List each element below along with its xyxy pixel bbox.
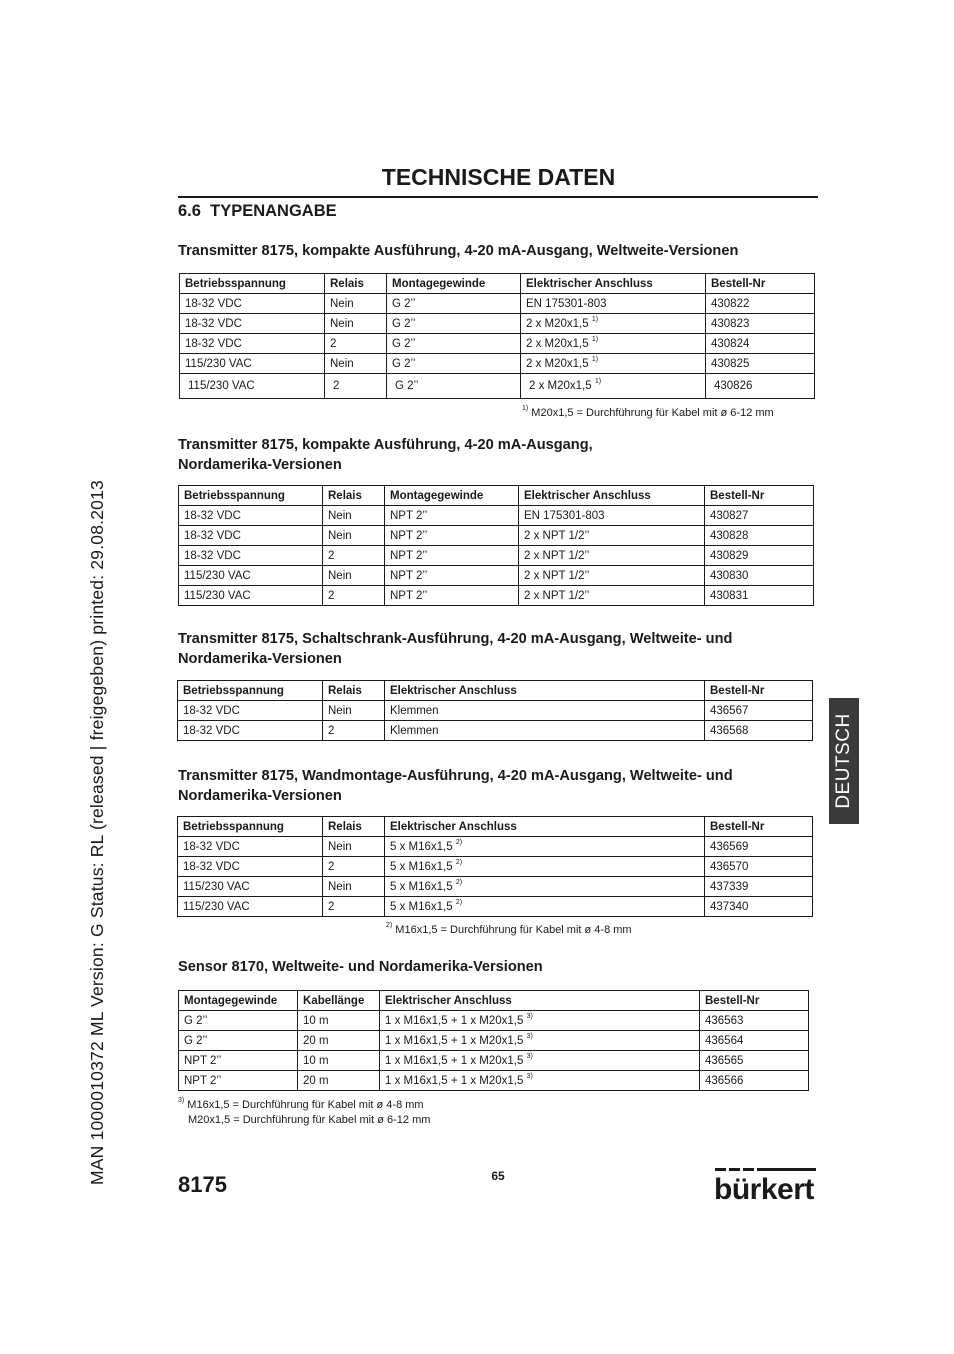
cell-voltage: 18-32 VDC [178,701,323,721]
title-rule [178,196,818,198]
footnote-ref: 2) [455,878,463,886]
cell-voltage: 18-32 VDC [179,526,323,546]
table-3-heading [178,630,732,669]
cell-thread: NPT 2’’ [179,1051,298,1071]
cell-thread: NPT 2’’ [385,546,519,566]
table-row [180,334,815,354]
footnote-mark: 1) [522,405,529,413]
cell-voltage: 115/230 VAC [178,877,323,897]
footnote-text: M16x1,5 = Durchführung für Kabel mit ø 4-8 mm [187,1099,424,1111]
cell-relay: Nein [323,526,385,546]
cell-order-number: 430831 [705,586,814,606]
cell-connection: 2 x NPT 1/2’’ [519,526,705,546]
table-header-row [179,991,809,1011]
table-row [179,526,814,546]
cell-connection: Klemmen [385,721,705,741]
footnote-ref: 3) [526,1012,533,1020]
footnote-text: M16x1,5 = Durchführung für Kabel mit ø 4-8 mm [395,924,632,936]
connection-text: 1 x M16x1,5 + 1 x M20x1,5 [385,1074,524,1087]
cell-relay: 2 [323,721,385,741]
heading-line: Nordamerika-Versionen [178,456,342,473]
column-header: Bestell-Nr [705,817,813,837]
column-header: Bestell-Nr [700,991,809,1011]
footnote-mark: 2) [386,922,393,930]
column-header: Elektrischer Anschluss [521,274,706,294]
cell-relay: 2 [323,586,385,606]
column-header: Bestell-Nr [705,681,813,701]
column-header: Betriebsspannung [180,274,325,294]
cell-order-number: 430825 [706,354,815,374]
cell-connection [380,1051,700,1071]
cell-relay: 2 [325,374,387,399]
column-header: Elektrischer Anschluss [385,817,705,837]
heading-line: Nordamerika-Versionen [178,787,342,804]
connection-text: 5 x M16x1,5 [390,860,453,873]
footnote-ref: 1) [594,378,602,386]
footnote-line [178,1098,430,1113]
table-row [180,354,815,374]
table-row [179,506,814,526]
document-stamp: MAN 1000010372 ML Version: G Status: RL (released | freigegeben) printed: 29.08.2013 [87,480,107,1185]
cell-thread: NPT 2’’ [385,526,519,546]
cell-relay: 2 [323,897,385,917]
cell-thread: G 2’’ [387,294,521,314]
table-row [179,566,814,586]
column-header: Elektrischer Anschluss [519,486,705,506]
footnote-2 [386,923,632,938]
column-header: Relais [323,486,385,506]
cell-relay: Nein [323,877,385,897]
cell-order-number: 436569 [705,837,813,857]
cell-thread: NPT 2’’ [385,566,519,586]
table-row [180,294,815,314]
cell-order-number: 437339 [705,877,813,897]
column-header: Betriebsspannung [178,681,323,701]
cell-relay: Nein [325,294,387,314]
table-row [179,586,814,606]
footnote-line: M20x1,5 = Durchführung für Kabel mit ø 6-12 mm [188,1114,431,1126]
cell-connection [521,354,706,374]
cell-thread: G 2’’ [179,1031,298,1051]
cell-relay: Nein [323,837,385,857]
cell-relay: 2 [325,334,387,354]
heading-line: Transmitter 8175, Schaltschrank-Ausführung, 4-20 mA-Ausgang, Weltweite- und [178,631,733,647]
cell-order-number: 430827 [705,506,814,526]
column-header: Bestell-Nr [706,274,815,294]
cell-thread: G 2’’ [387,314,521,334]
table-2-heading [178,436,593,475]
cell-voltage: 18-32 VDC [180,294,325,314]
table-2 [178,485,814,606]
column-header: Montagegewinde [179,991,298,1011]
table-row [179,546,814,566]
cell-thread: NPT 2’’ [385,506,519,526]
table-header-row [179,486,814,506]
cell-relay: 2 [323,546,385,566]
footnote-1 [522,406,774,421]
cell-voltage: 18-32 VDC [178,857,323,877]
language-tab [829,698,859,824]
cell-thread: G 2’’ [387,354,521,374]
connection-text: 2 x M20x1,5 [529,380,592,392]
column-header: Relais [325,274,387,294]
product-number: 8175 [178,1172,227,1197]
logo-mark [712,1166,820,1202]
cell-thread: G 2’’ [179,1011,298,1031]
cell-order-number: 436566 [700,1071,809,1091]
cell-relay: Nein [325,354,387,374]
cell-order-number: 436568 [705,721,813,741]
column-header: Elektrischer Anschluss [385,681,705,701]
footnote-3 [178,1098,430,1128]
table-header-row [178,817,813,837]
cell-connection [521,294,706,314]
table-1-heading: Transmitter 8175, kompakte Ausführung, 4-20 mA-Ausgang, Weltweite-Versionen [178,243,739,259]
heading-line: Transmitter 8175, Wandmontage-Ausführung, 4-20 mA-Ausgang, Weltweite- und [178,768,733,784]
section-heading [178,202,337,221]
cell-connection: 2 x NPT 1/2’’ [519,586,705,606]
connection-text: 5 x M16x1,5 [390,840,453,853]
table-row [179,1031,809,1051]
table-row [179,1011,809,1031]
connection-text: 1 x M16x1,5 + 1 x M20x1,5 [385,1014,524,1027]
page-title: TECHNISCHE DATEN [381,164,616,190]
cell-voltage: 18-32 VDC [178,837,323,857]
cell-order-number: 436563 [700,1011,809,1031]
cell-voltage: 115/230 VAC [179,566,323,586]
cell-cable-length: 10 m [298,1051,380,1071]
table-row [180,314,815,334]
heading-line: Nordamerika-Versionen [178,650,342,667]
column-header: Betriebsspannung [178,817,323,837]
burkert-logo [712,1166,820,1202]
logo-text: bürkert [714,1173,814,1202]
cell-relay: Nein [323,701,385,721]
column-header: Relais [323,817,385,837]
footnote-ref: 3) [526,1032,533,1040]
connection-text: 2 x M20x1,5 [526,317,589,330]
cell-order-number: 430822 [706,294,815,314]
cell-cable-length: 10 m [298,1011,380,1031]
cell-connection [521,334,706,354]
cell-thread: G 2’’ [387,334,521,354]
cell-order-number: 430824 [706,334,815,354]
column-header: Betriebsspannung [179,486,323,506]
cell-order-number: 430829 [705,546,814,566]
section-number: 6.6 [178,202,201,220]
cell-thread: NPT 2’’ [385,586,519,606]
cell-voltage: 18-32 VDC [180,334,325,354]
cell-connection [385,877,705,897]
footnote-mark: 3) [178,1097,185,1105]
table-5 [178,990,809,1091]
table-4-heading [178,767,733,806]
cell-relay: Nein [323,506,385,526]
table-4 [177,816,813,917]
connection-text: 2 x M20x1,5 [526,337,589,350]
cell-connection [380,1011,700,1031]
cell-connection [380,1031,700,1051]
cell-connection: Klemmen [385,701,705,721]
table-header-row [178,681,813,701]
connection-text: 5 x M16x1,5 [390,900,453,913]
cell-connection: 2 x NPT 1/2’’ [519,546,705,566]
table-3 [177,680,813,741]
cell-order-number: 430828 [705,526,814,546]
cell-connection [521,374,706,399]
footnote-ref: 2) [455,858,463,866]
footnote-ref: 2) [455,898,463,906]
cell-connection [385,857,705,877]
table-row [179,1051,809,1071]
table-header-row [180,274,815,294]
cell-voltage: 115/230 VAC [180,374,325,399]
cell-connection [385,837,705,857]
table-row [179,1071,809,1091]
table-row [178,701,813,721]
cell-connection [380,1071,700,1091]
cell-order-number: 437340 [705,897,813,917]
cell-voltage: 115/230 VAC [179,586,323,606]
column-header: Bestell-Nr [705,486,814,506]
table-row [178,837,813,857]
cell-relay: Nein [323,566,385,586]
cell-voltage: 18-32 VDC [178,721,323,741]
cell-relay: Nein [325,314,387,334]
cell-cable-length: 20 m [298,1031,380,1051]
cell-voltage: 18-32 VDC [180,314,325,334]
footnote-ref: 1) [591,355,599,363]
table-row [178,721,813,741]
cell-order-number: 430830 [705,566,814,586]
cell-connection: 2 x NPT 1/2’’ [519,566,705,586]
column-header: Kabellänge [298,991,380,1011]
cell-order-number: 430826 [706,374,815,399]
footnote-ref: 1) [591,335,599,343]
connection-text: 5 x M16x1,5 [390,880,453,893]
cell-connection: EN 175301-803 [519,506,705,526]
section-title: TYPENANGABE [210,202,337,220]
table-1 [179,273,815,399]
column-header: Montagegewinde [387,274,521,294]
heading-line: Transmitter 8175, kompakte Ausführung, 4-20 mA-Ausgang, [178,437,593,453]
table-row [180,374,815,399]
cell-cable-length: 20 m [298,1071,380,1091]
table-5-heading: Sensor 8170, Weltweite- und Nordamerika-Versionen [178,959,543,975]
footnote-ref: 3) [526,1052,533,1060]
cell-connection [521,314,706,334]
cell-voltage: 18-32 VDC [179,546,323,566]
footnote-ref: 3) [526,1072,533,1080]
page-number: 65 [491,1169,505,1183]
cell-order-number: 436564 [700,1031,809,1051]
table-row [178,877,813,897]
connection-text: 2 x M20x1,5 [526,357,589,370]
cell-order-number: 436565 [700,1051,809,1071]
table-row [178,857,813,877]
column-header: Elektrischer Anschluss [380,991,700,1011]
cell-order-number: 436570 [705,857,813,877]
cell-order-number: 430823 [706,314,815,334]
cell-relay: 2 [323,857,385,877]
column-header: Relais [323,681,385,701]
table-row [178,897,813,917]
connection-text: 1 x M16x1,5 + 1 x M20x1,5 [385,1054,524,1067]
connection-text: EN 175301-803 [526,297,607,310]
cell-thread: G 2’’ [387,374,521,399]
connection-text: 1 x M16x1,5 + 1 x M20x1,5 [385,1034,524,1047]
cell-voltage: 115/230 VAC [180,354,325,374]
footnote-ref: 2) [455,838,463,846]
column-header: Montagegewinde [385,486,519,506]
footnote-ref: 1) [591,315,599,323]
cell-voltage: 18-32 VDC [179,506,323,526]
cell-order-number: 436567 [705,701,813,721]
cell-connection [385,897,705,917]
footnote-text: M20x1,5 = Durchführung für Kabel mit ø 6-12 mm [531,407,774,419]
language-label: DEUTSCH [833,713,854,809]
cell-thread: NPT 2’’ [179,1071,298,1091]
cell-voltage: 115/230 VAC [178,897,323,917]
